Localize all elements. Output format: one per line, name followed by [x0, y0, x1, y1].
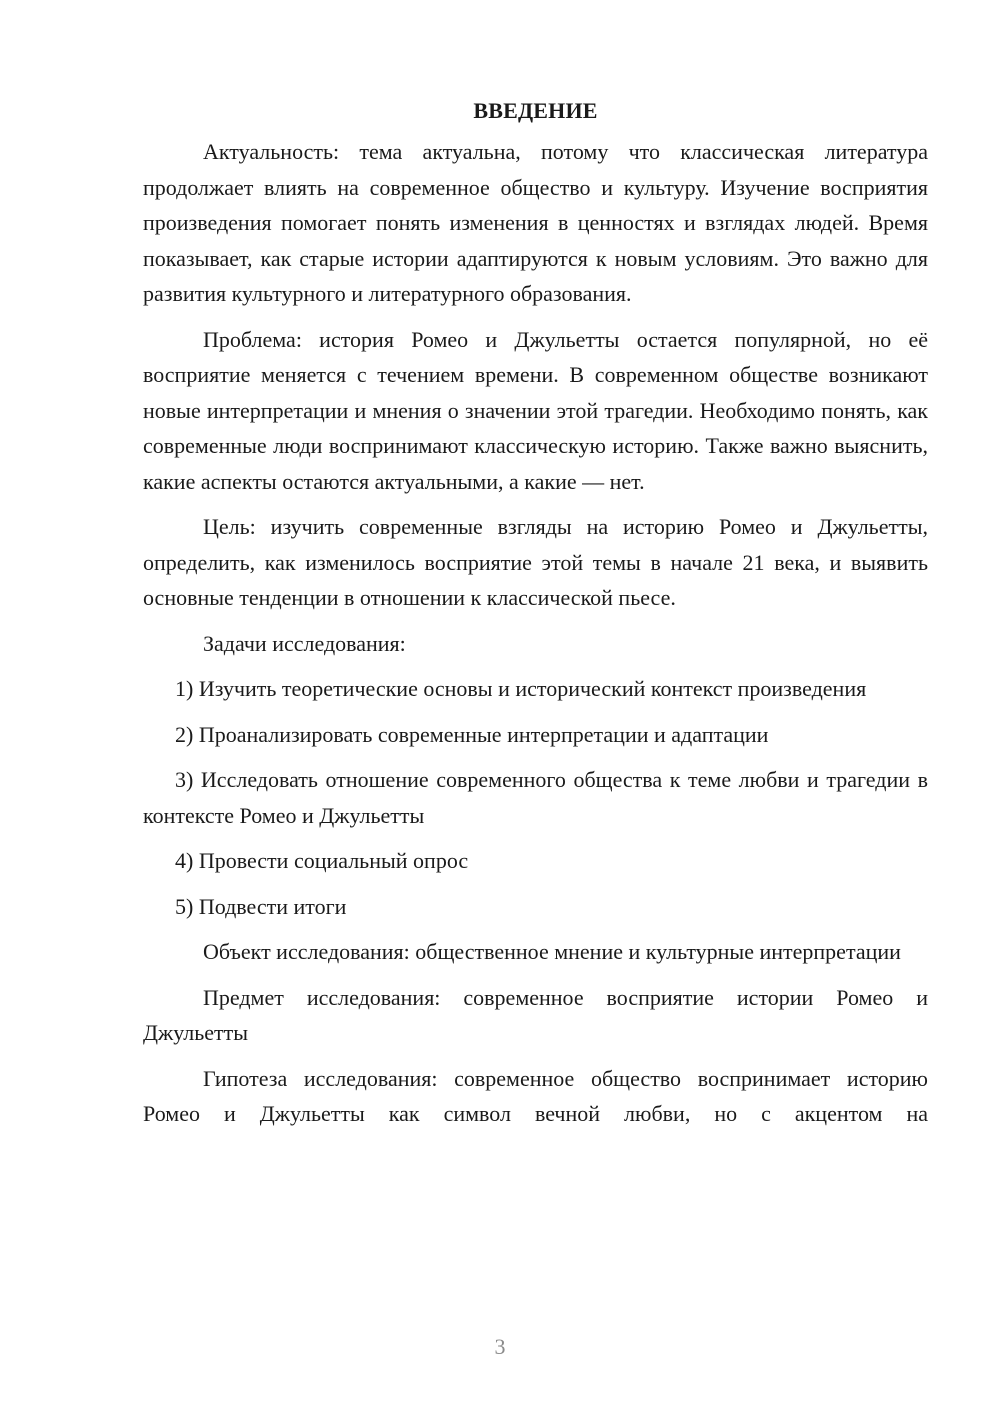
list-item: 1) Изучить теоретические основы и исторический контекст произведения — [175, 676, 867, 701]
paragraph-hypothesis: Гипотеза исследования: современное общество воспринимает историю Ромео и Джульетты как символ вечной любви, но с акцентом на — [143, 1065, 928, 1126]
paragraph-object: Объект исследования: общественное мнение и культурные интерпретации — [203, 939, 901, 964]
page-number: 3 — [494, 1334, 506, 1359]
list-item: 4) Провести социальный опрос — [175, 848, 469, 873]
tasks-heading: Задачи исследования: — [203, 630, 406, 656]
tasks-list — [143, 671, 928, 924]
list-item: 3) Исследовать отношение современного общества к теме любви и трагедии в контексте Ромео и Джульетты — [143, 767, 928, 828]
paragraph-problem: Проблема: история Ромео и Джульетты остается популярной, но её восприятие меняется с течением времени. В современном обществе возникают новые интерпретации и мнения о значении этой трагедии. Необходимо понять, как современные люди воспринимают классическую историю. Также важно выяснить, какие аспекты остаются актуальными, а какие — нет. — [143, 326, 928, 494]
paragraph-subject: Предмет исследования: современное восприятие истории Ромео и Джульетты — [143, 984, 928, 1045]
document-page — [143, 96, 928, 1142]
paragraph-relevance: Актуальность: тема актуальна, потому что классическая литература продолжает влиять на современное общество и культуру. Изучение восприятия произведения помогает понять изменения в ценностях и взглядах людей. Время показывает, как старые истории адаптируются к новым условиям. Это важно для развития культурного и литературного образования. — [143, 139, 928, 306]
list-item: 2) Проанализировать современные интерпретации и адаптации — [175, 721, 769, 747]
paragraph-goal: Цель: изучить современные взгляды на историю Ромео и Джульетты, определить, как изменилось восприятие этой темы в начале 21 века, и выявить основные тенденции в отношении к классической пьесе. — [143, 514, 928, 610]
list-item: 5) Подвести итоги — [175, 893, 347, 919]
section-title: ВВЕДЕНИЕ — [473, 98, 598, 123]
